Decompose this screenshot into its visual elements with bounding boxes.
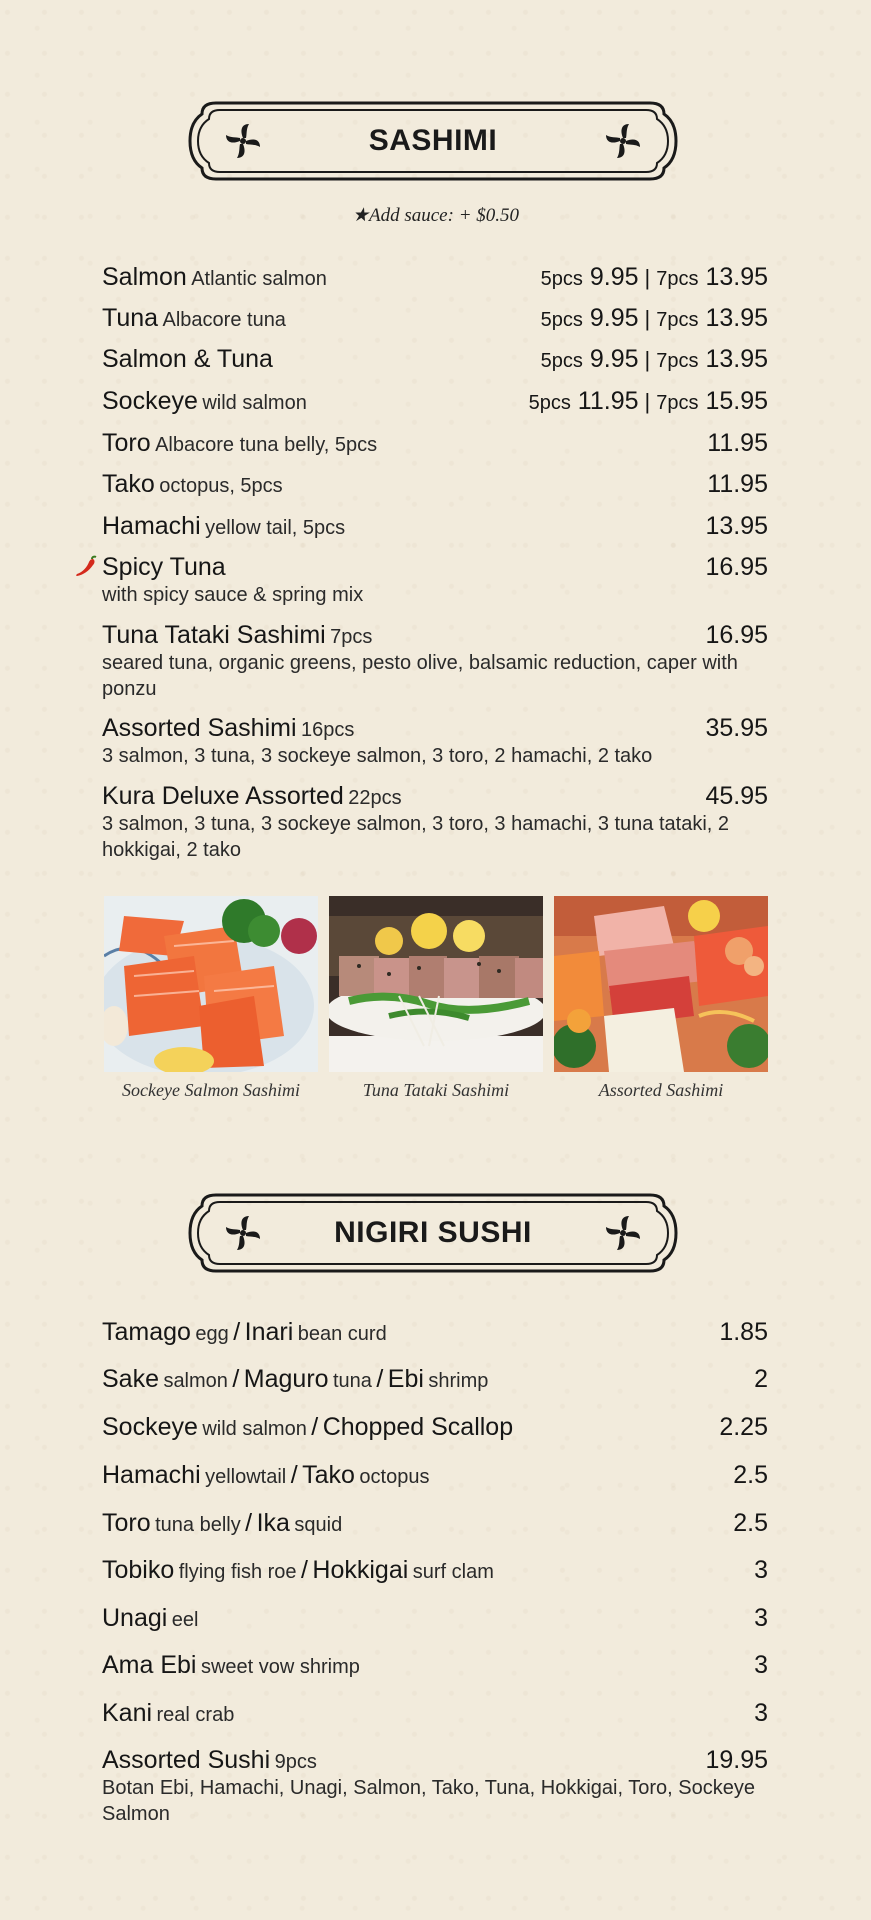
photo-caption: Tuna Tataki Sashimi — [362, 1080, 510, 1100]
item-price: 2.25 — [719, 1413, 768, 1441]
sashimi-banner — [188, 100, 678, 182]
item-desc: sweet vow shrimp — [200, 1656, 360, 1678]
photo-tuna-tataki-sashimi — [329, 896, 543, 1072]
item-name: Kani — [102, 1699, 153, 1727]
item-name: Maguro — [243, 1365, 329, 1393]
item-name: Chopped Scallop — [322, 1413, 514, 1441]
item-name: Assorted Sushi — [102, 1746, 271, 1774]
menu-item — [102, 1745, 768, 1827]
item-price: 45.95 — [705, 782, 768, 810]
item-name: Tuna Tataki Sashimi — [102, 621, 326, 649]
menu-item — [102, 552, 768, 608]
item-price: 2 — [754, 1365, 768, 1393]
menu-item: Sockeye wild salmon / Chopped Scallop 2.25 — [102, 1413, 768, 1441]
item-desc: yellowtail — [205, 1466, 287, 1488]
menu-item — [102, 713, 768, 769]
item-name: Hamachi — [102, 1461, 201, 1489]
menu-item: Tobiko flying fish roe / Hokkigai surf clam 3 — [102, 1556, 768, 1584]
menu-item — [102, 469, 768, 499]
item-desc: egg — [195, 1323, 229, 1345]
item-name: Spicy Tuna — [102, 553, 226, 581]
menu-item — [102, 303, 768, 333]
photo-sockeye-salmon-sashimi — [104, 896, 318, 1072]
menu-item — [102, 386, 768, 416]
pinwheel-icon — [602, 1212, 644, 1254]
item-price: 16.95 — [705, 621, 768, 649]
menu-item: Hamachi yellowtail / Tako octopus 2.5 — [102, 1461, 768, 1489]
item-desc: 22pcs — [348, 787, 402, 809]
item-name: Salmon — [102, 263, 187, 291]
item-name: Assorted Sashimi — [102, 714, 297, 742]
item-price: 3 — [754, 1699, 768, 1727]
item-desc: 16pcs — [300, 719, 355, 741]
photo-caption: Assorted Sashimi — [598, 1080, 724, 1100]
photo-caption: Sockeye Salmon Sashimi — [122, 1080, 300, 1100]
item-price: 19.95 — [705, 1746, 768, 1774]
item-name: Sockeye — [102, 1413, 198, 1441]
item-desc: Albacore tuna belly, 5pcs — [155, 434, 378, 456]
menu-item: Sake salmon / Maguro tuna / Ebi shrimp 2 — [102, 1365, 768, 1393]
item-desc: 9pcs — [274, 1751, 317, 1773]
item-name: Sake — [102, 1365, 159, 1393]
item-name: Tamago — [102, 1318, 191, 1346]
item-price: 5pcs 9.95 | 7pcs 13.95 — [540, 263, 768, 291]
item-name: Hokkigai — [312, 1556, 409, 1584]
item-desc: octopus — [359, 1466, 430, 1488]
item-price: 2.5 — [733, 1509, 768, 1537]
item-detail: 3 salmon, 3 tuna, 3 sockeye salmon, 3 toro, 3 hamachi, 3 tuna tataki, 2 hokkigai, 2 tako — [102, 813, 730, 861]
item-desc: Atlantic salmon — [191, 268, 327, 290]
item-name: Tako — [102, 470, 155, 498]
item-name: Toro — [102, 429, 151, 457]
item-price: 16.95 — [705, 553, 768, 581]
item-desc: surf clam — [412, 1561, 494, 1583]
menu-item: Tamago egg / Inari bean curd 1.85 — [102, 1318, 768, 1346]
item-name: Tobiko — [102, 1556, 175, 1584]
item-price: 5pcs 9.95 | 7pcs 13.95 — [540, 304, 768, 332]
item-price: 2.5 — [733, 1461, 768, 1489]
item-name: Salmon & Tuna — [102, 345, 273, 373]
item-desc: tuna — [333, 1370, 372, 1392]
item-price: 11.95 — [707, 429, 768, 457]
item-name: Toro — [102, 1509, 151, 1537]
item-name: Ika — [256, 1509, 290, 1537]
item-desc: wild salmon — [202, 392, 307, 414]
item-price: 5pcs 11.95 | 7pcs 15.95 — [528, 387, 768, 415]
item-desc: salmon — [163, 1370, 228, 1392]
item-desc: 7pcs — [330, 626, 373, 648]
item-desc: flying fish roe — [178, 1561, 297, 1583]
item-desc: Albacore tuna — [162, 309, 286, 331]
item-price: 3 — [754, 1651, 768, 1679]
menu-item — [102, 1698, 768, 1728]
menu-item — [102, 781, 768, 863]
item-name: Tako — [302, 1461, 355, 1489]
item-desc: yellow tail, 5pcs — [205, 517, 346, 539]
item-desc: shrimp — [428, 1370, 489, 1392]
item-price: 13.95 — [705, 512, 768, 540]
item-name: Sockeye — [102, 387, 198, 415]
item-detail: seared tuna, organic greens, pesto olive, balsamic reduction, caper with ponzu — [102, 652, 738, 700]
item-name: Ama Ebi — [102, 1651, 197, 1679]
item-name: Tuna — [102, 304, 159, 332]
item-name: Ebi — [387, 1365, 424, 1393]
sashimi-title: SASHIMI — [368, 124, 498, 157]
add-sauce-note: ★Add sauce: + $0.50 — [351, 205, 520, 226]
item-detail: 3 salmon, 3 tuna, 3 sockeye salmon, 3 toro, 2 hamachi, 2 tako — [102, 745, 653, 767]
item-price: 3 — [754, 1556, 768, 1584]
menu-item — [102, 344, 768, 374]
item-price: 1.85 — [719, 1318, 768, 1346]
nigiri-title: NIGIRI SUSHI — [334, 1216, 532, 1249]
item-price: 35.95 — [705, 714, 768, 742]
item-price: 5pcs 9.95 | 7pcs 13.95 — [540, 345, 768, 373]
item-name: Hamachi — [102, 512, 201, 540]
nigiri-banner — [188, 1192, 678, 1274]
item-desc: real crab — [156, 1704, 235, 1726]
menu-item — [102, 511, 768, 541]
photo-assorted-sashimi — [554, 896, 768, 1072]
item-price: 3 — [754, 1604, 768, 1632]
item-name: Inari — [244, 1318, 294, 1346]
item-price: 11.95 — [707, 470, 768, 498]
item-name: Kura Deluxe Assorted — [102, 782, 344, 810]
menu-item: Toro tuna belly / Ika squid 2.5 — [102, 1509, 768, 1537]
pinwheel-icon — [602, 120, 644, 162]
menu-item — [102, 1603, 768, 1633]
item-detail: with spicy sauce & spring mix — [102, 584, 364, 606]
menu-item — [102, 1650, 768, 1680]
menu-item — [102, 620, 768, 702]
item-desc: bean curd — [297, 1323, 387, 1345]
item-desc: squid — [294, 1514, 343, 1536]
item-name: Unagi — [102, 1604, 168, 1632]
item-detail: Botan Ebi, Hamachi, Unagi, Salmon, Tako, Tuna, Hokkigai, Toro, Sockeye Salmon — [102, 1777, 755, 1825]
menu-item — [102, 428, 768, 458]
item-desc: eel — [171, 1609, 199, 1631]
chili-pepper-icon — [74, 555, 98, 579]
item-desc: octopus, 5pcs — [159, 475, 283, 497]
item-desc: wild salmon — [202, 1418, 307, 1440]
item-desc: tuna belly — [155, 1514, 241, 1536]
menu-item — [102, 262, 768, 292]
